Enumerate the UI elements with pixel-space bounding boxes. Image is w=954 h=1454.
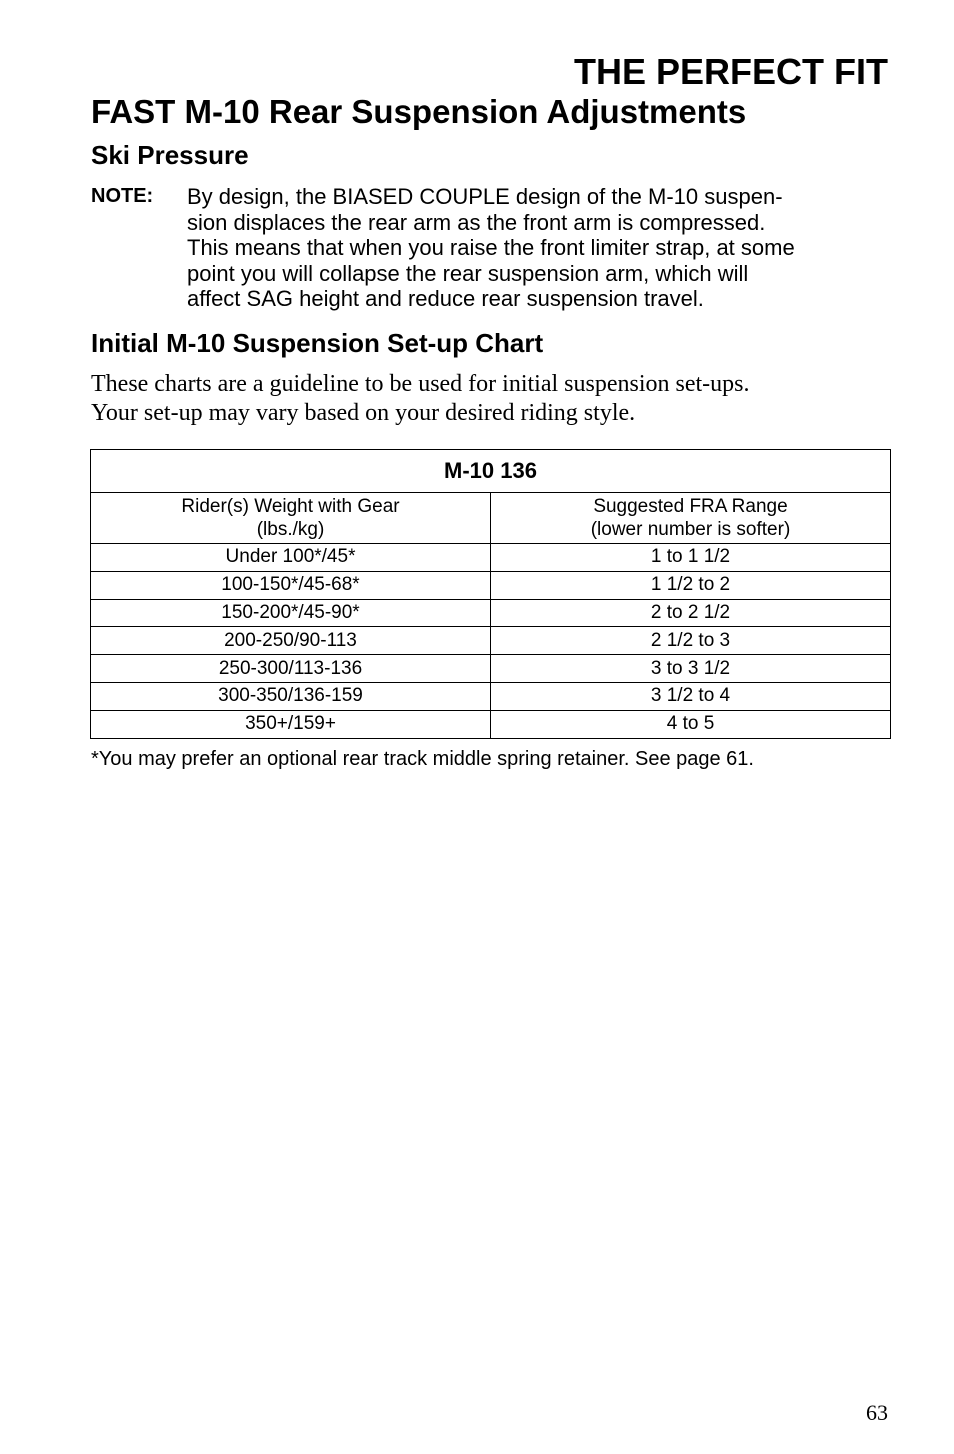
table-title-row [91, 450, 891, 493]
fra-range-cell: 3 1/2 to 4 [491, 682, 891, 710]
chart-heading: Initial M-10 Suspension Set-up Chart [91, 328, 544, 358]
weight-cell: 150-200*/45-90* [91, 599, 491, 627]
footnote: *You may prefer an optional rear track middle spring retainer. See page 61. [91, 748, 754, 770]
table-row [91, 682, 891, 710]
note-label: NOTE: [91, 185, 154, 207]
suspension-setup-table [90, 449, 891, 739]
table-row [91, 627, 891, 655]
table-row [91, 571, 891, 599]
fra-range-cell: 2 to 2 1/2 [491, 599, 891, 627]
fra-range-cell: 3 to 3 1/2 [491, 655, 891, 683]
weight-cell: 350+/159+ [91, 710, 491, 738]
table-title: M-10 136 [91, 450, 891, 493]
column-header-weight: Rider(s) Weight with Gear (lbs./kg) [91, 493, 491, 544]
table-header-row [91, 493, 891, 544]
note-block [91, 184, 891, 312]
running-head: THE PERFECT FIT [574, 51, 888, 92]
note-text: By design, the BIASED COUPLE design of the M-10 suspen- sion displaces the rear arm as the front arm is compressed. This means that when you raise the front limiter strap, at some point you will collapse the rear suspension arm, which will affect SAG height and reduce rear suspension travel. [187, 184, 795, 311]
ski-pressure-heading: Ski Pressure [91, 140, 249, 170]
weight-cell: 250-300/113-136 [91, 655, 491, 683]
weight-cell: 300-350/136-159 [91, 682, 491, 710]
weight-cell: 100-150*/45-68* [91, 571, 491, 599]
weight-cell: 200-250/90-113 [91, 627, 491, 655]
fra-range-cell: 2 1/2 to 3 [491, 627, 891, 655]
table-row [91, 710, 891, 738]
column-header-fra-range: Suggested FRA Range (lower number is softer) [491, 493, 891, 544]
intro-paragraph: These charts are a guideline to be used for initial suspension set-ups. Your set-up may vary based on your desired riding style. [91, 371, 750, 426]
weight-cell: Under 100*/45* [91, 544, 491, 572]
table-row [91, 544, 891, 572]
section-title: FAST M-10 Rear Suspension Adjustments [91, 93, 747, 130]
table-row [91, 655, 891, 683]
fra-range-cell: 4 to 5 [491, 710, 891, 738]
fra-range-cell: 1 to 1 1/2 [491, 544, 891, 572]
page-number: 63 [866, 1400, 888, 1425]
fra-range-cell: 1 1/2 to 2 [491, 571, 891, 599]
table-row [91, 599, 891, 627]
